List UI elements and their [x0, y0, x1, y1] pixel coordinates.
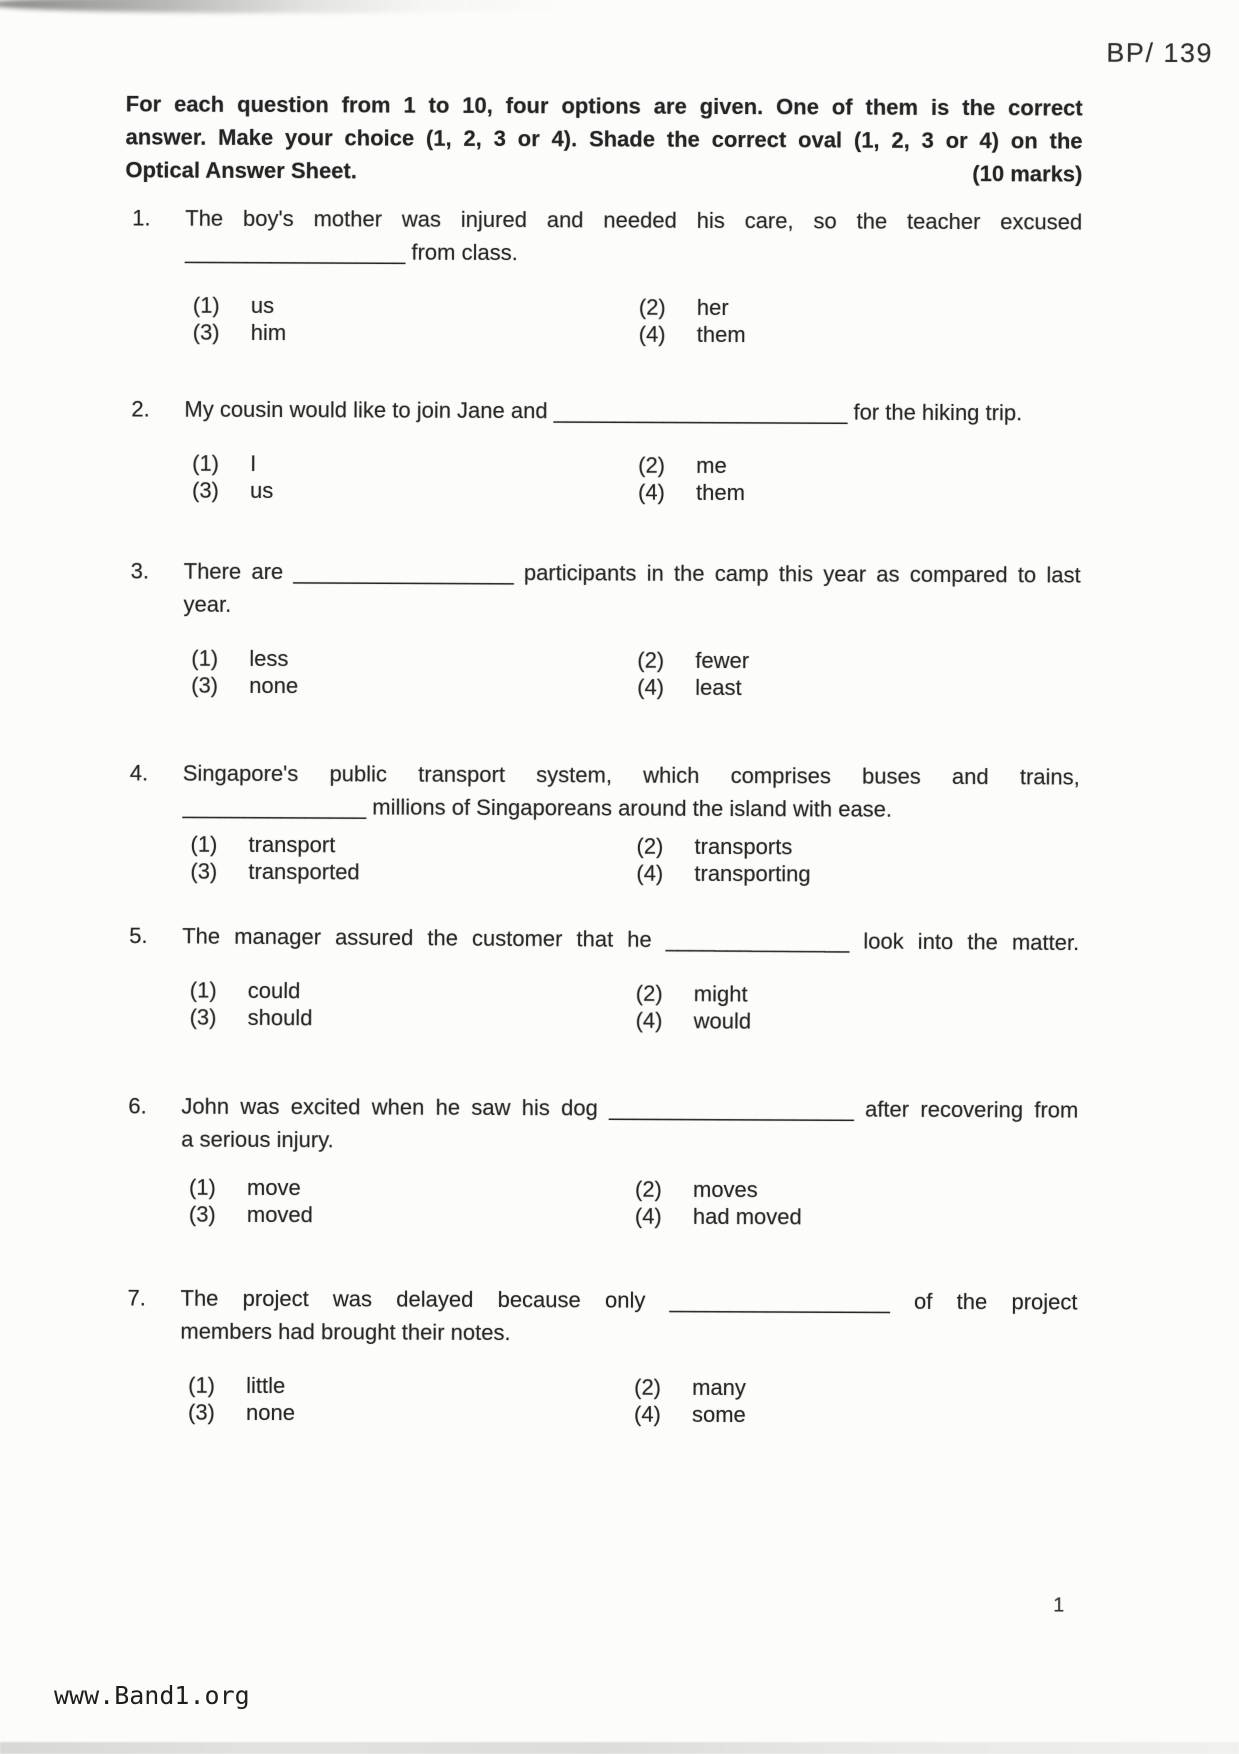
question-text-line: There are __________________ participants in the camp this year as compared to last	[183, 558, 1081, 588]
question-2	[131, 392, 1081, 507]
instructions-block	[125, 87, 1082, 190]
scan-artifact-bottom-strip	[0, 1742, 1239, 1754]
option-number: (4)	[636, 860, 664, 886]
question-number: 1.	[132, 205, 151, 231]
question-number: 4.	[129, 760, 149, 786]
option-number: (3)	[190, 858, 218, 884]
option-label: had moved	[692, 1203, 802, 1230]
option-label: many	[692, 1374, 746, 1401]
option-number: (3)	[191, 477, 219, 503]
option	[627, 1176, 1078, 1205]
question-text-line: _______________ millions of Singaporeans around the island with ease.	[182, 793, 893, 822]
option-number: (4)	[637, 479, 665, 505]
option-label: him	[250, 319, 287, 346]
option-number: (1)	[190, 831, 218, 857]
option-label: moves	[692, 1176, 758, 1203]
question-body	[184, 393, 1081, 508]
option-number: (2)	[636, 833, 664, 859]
option	[183, 645, 629, 674]
option	[629, 647, 1080, 676]
option-label: transported	[248, 858, 360, 885]
question-text-line: The project was delayed because only __________________ of the project	[180, 1285, 1078, 1315]
question-7	[127, 1281, 1078, 1429]
question-text-line: The boy's mother was injured and needed his care, so the teacher excused	[185, 205, 1083, 235]
option	[182, 976, 628, 1006]
instruction-line: For each question from 1 to 10, four options are given. One of them is the correct	[125, 91, 1083, 121]
option-number: (1)	[192, 292, 220, 318]
paper-code: BP/ 139	[1106, 37, 1214, 69]
option	[182, 1003, 628, 1033]
option-number: (1)	[188, 1174, 216, 1200]
question-body	[181, 1090, 1079, 1232]
option-label: might	[693, 981, 748, 1007]
option-label: none	[249, 672, 299, 699]
instruction-last-line	[125, 153, 1082, 190]
option-label: them	[695, 479, 746, 506]
option-number: (4)	[638, 321, 666, 347]
option-label: some	[691, 1401, 746, 1428]
question-body	[182, 919, 1080, 1037]
question-4	[129, 756, 1080, 888]
option-label: could	[247, 977, 301, 1004]
instruction-line: Optical Answer Sheet.	[125, 157, 357, 184]
options-grid	[182, 831, 1079, 889]
question-body	[182, 757, 1080, 889]
option-label: transport	[248, 831, 336, 858]
option	[631, 294, 1082, 323]
options-grid	[180, 1372, 1077, 1430]
option-label: should	[247, 1004, 313, 1031]
question-5	[129, 919, 1080, 1037]
question-text-line: year.	[183, 591, 232, 617]
option	[626, 1401, 1077, 1430]
option	[182, 858, 628, 887]
option-number: (4)	[635, 1007, 663, 1033]
option	[628, 833, 1079, 862]
question-number: 3.	[130, 558, 150, 584]
option-number: (1)	[189, 977, 217, 1003]
option-number: (2)	[637, 647, 665, 673]
option	[629, 674, 1080, 703]
option	[181, 1201, 627, 1230]
question-6	[128, 1089, 1079, 1231]
option-number: (3)	[189, 1004, 217, 1030]
option-number: (3)	[192, 319, 220, 345]
options-grid	[182, 976, 1079, 1037]
options-grid	[184, 450, 1081, 508]
question-number: 2.	[131, 396, 150, 422]
option-label: her	[696, 294, 729, 321]
question-text-line: a serious injury.	[181, 1126, 334, 1153]
option-number: (1)	[188, 1372, 216, 1398]
question-text-line: members had brought their notes.	[180, 1318, 511, 1346]
question-number: 5.	[129, 922, 148, 949]
option-label: none	[245, 1399, 296, 1426]
option	[628, 860, 1079, 889]
option-label: them	[696, 321, 746, 348]
marks-label: (10 marks)	[972, 161, 1083, 187]
option	[630, 452, 1081, 481]
option-label: little	[246, 1372, 286, 1399]
question-text-line: Singapore's public transport system, which comprises buses and trains,	[182, 760, 1080, 790]
option	[185, 292, 631, 321]
instruction-line: answer. Make your choice (1, 2, 3 or 4). Shade the correct oval (1, 2, 3 or 4) on the	[125, 124, 1083, 154]
option-number: (3)	[188, 1201, 216, 1227]
option	[626, 1374, 1077, 1403]
question-number: 6.	[128, 1093, 147, 1119]
options-grid	[183, 645, 1080, 703]
options-grid	[185, 292, 1082, 350]
option-number: (4)	[633, 1401, 661, 1427]
options-grid	[181, 1174, 1078, 1232]
option-number: (2)	[638, 452, 666, 478]
option	[180, 1399, 626, 1428]
question-body	[185, 202, 1083, 350]
footer-watermark-url: www.Band1.org	[54, 1681, 250, 1710]
option	[627, 1007, 1078, 1037]
question-body	[183, 555, 1081, 703]
option	[181, 1174, 627, 1203]
option-label: least	[695, 674, 742, 701]
option-label: us	[250, 292, 275, 319]
option	[627, 1203, 1078, 1232]
option-number: (1)	[192, 450, 220, 476]
option	[630, 479, 1081, 508]
question-1	[132, 201, 1083, 349]
option-label: I	[250, 450, 257, 476]
option-label: us	[249, 477, 274, 504]
option	[180, 1372, 626, 1401]
option-label: fewer	[695, 647, 750, 674]
question-text-line: The manager assured the customer that he _______________ look into the matter.	[182, 923, 1080, 956]
question-number: 7.	[127, 1285, 146, 1311]
option-label: moved	[246, 1201, 313, 1228]
option-number: (1)	[191, 645, 219, 671]
option-label: would	[693, 1008, 752, 1034]
option-number: (4)	[637, 674, 665, 700]
option-number: (3)	[187, 1399, 215, 1425]
option	[184, 450, 630, 479]
option-label: transports	[694, 833, 793, 860]
option-number: (2)	[638, 294, 666, 320]
option-number: (2)	[635, 980, 663, 1006]
question-text-line: My cousin would like to join Jane and ________________________ for the hiking trip.	[184, 396, 1023, 426]
option-label: move	[246, 1174, 301, 1201]
question-3	[130, 554, 1081, 702]
option	[631, 321, 1082, 350]
page-number: 1	[1053, 1594, 1065, 1617]
option	[628, 980, 1079, 1010]
option	[183, 672, 629, 701]
question-body	[180, 1282, 1078, 1430]
option-number: (4)	[634, 1203, 662, 1229]
option-number: (2)	[634, 1176, 662, 1202]
option	[184, 477, 630, 506]
option-label: transporting	[694, 860, 811, 887]
question-text-line: John was excited when he saw his dog ____________________ after recovering from	[181, 1093, 1079, 1123]
question-text-line: __________________ from class.	[185, 238, 518, 266]
option	[182, 831, 628, 860]
option-number: (2)	[634, 1374, 662, 1400]
option-number: (3)	[191, 672, 219, 698]
option-label: me	[696, 452, 727, 479]
option-label: less	[249, 645, 289, 672]
option	[185, 319, 631, 348]
